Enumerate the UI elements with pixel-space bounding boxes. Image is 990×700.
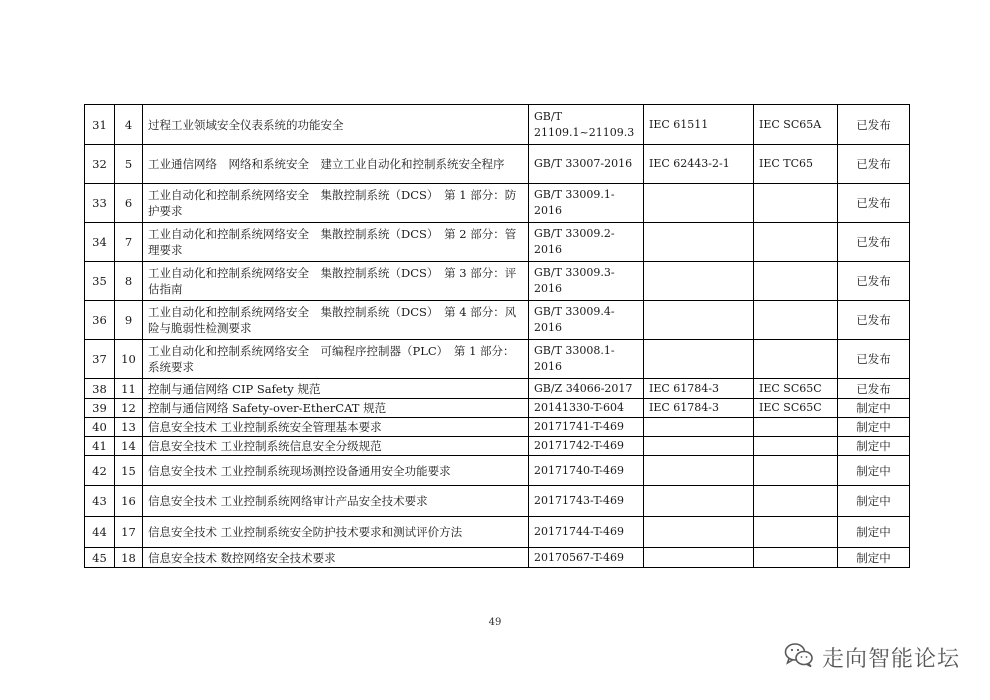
standard-code-cell: 20171740-T-469 bbox=[529, 456, 644, 486]
iec-committee-cell: IEC TC65 bbox=[754, 145, 838, 184]
iec-reference-cell bbox=[644, 486, 754, 517]
standard-name-cell: 信息安全技术 工业控制系统信息安全分级规范 bbox=[143, 437, 529, 456]
iec-reference-cell bbox=[644, 517, 754, 548]
watermark-text: 走向智能论坛 bbox=[821, 646, 960, 672]
iec-reference-cell: IEC 62443-2-1 bbox=[644, 145, 754, 184]
standard-code-cell: GB/T 33009.4-2016 bbox=[529, 301, 644, 340]
standard-code-cell: 20171742-T-469 bbox=[529, 437, 644, 456]
sub-number-cell: 12 bbox=[115, 399, 143, 418]
row-number-cell: 31 bbox=[85, 105, 115, 145]
sub-number-cell: 8 bbox=[115, 262, 143, 301]
standard-name-cell: 信息安全技术 工业控制系统安全防护技术要求和测试评价方法 bbox=[143, 517, 529, 548]
status-cell: 制定中 bbox=[838, 399, 910, 418]
standard-name-cell: 工业自动化和控制系统网络安全 可编程序控制器（PLC） 第 1 部分：系统要求 bbox=[143, 340, 529, 379]
table-row bbox=[85, 437, 910, 456]
row-number-cell: 45 bbox=[85, 548, 115, 568]
row-number-cell: 33 bbox=[85, 184, 115, 223]
sub-number-cell: 11 bbox=[115, 379, 143, 399]
watermark bbox=[784, 637, 960, 677]
iec-reference-cell bbox=[644, 301, 754, 340]
standard-code-cell: 20170567-T-469 bbox=[529, 548, 644, 568]
status-cell: 制定中 bbox=[838, 418, 910, 437]
status-cell: 已发布 bbox=[838, 301, 910, 340]
sub-number-cell: 4 bbox=[115, 105, 143, 145]
standard-code-cell: GB/Z 34066-2017 bbox=[529, 379, 644, 399]
iec-reference-cell bbox=[644, 223, 754, 262]
standard-name-cell: 工业自动化和控制系统网络安全 集散控制系统（DCS） 第 2 部分：管理要求 bbox=[143, 223, 529, 262]
iec-committee-cell bbox=[754, 548, 838, 568]
table-row bbox=[85, 105, 910, 145]
standard-code-cell: 20171741-T-469 bbox=[529, 418, 644, 437]
table-row bbox=[85, 418, 910, 437]
iec-committee-cell bbox=[754, 517, 838, 548]
standard-code-cell: GB/T 33007-2016 bbox=[529, 145, 644, 184]
standard-name-cell: 信息安全技术 工业控制系统网络审计产品安全技术要求 bbox=[143, 486, 529, 517]
iec-reference-cell: IEC 61784-3 bbox=[644, 379, 754, 399]
standard-name-cell: 信息安全技术 数控网络安全技术要求 bbox=[143, 548, 529, 568]
table-row bbox=[85, 262, 910, 301]
standard-code-cell: GB/T 33009.1-2016 bbox=[529, 184, 644, 223]
status-cell: 已发布 bbox=[838, 145, 910, 184]
standard-name-cell: 工业通信网络 网络和系统安全 建立工业自动化和控制系统安全程序 bbox=[143, 145, 529, 184]
table-row bbox=[85, 145, 910, 184]
row-number-cell: 44 bbox=[85, 517, 115, 548]
iec-reference-cell bbox=[644, 548, 754, 568]
iec-committee-cell bbox=[754, 340, 838, 379]
row-number-cell: 43 bbox=[85, 486, 115, 517]
sub-number-cell: 18 bbox=[115, 548, 143, 568]
table-row bbox=[85, 517, 910, 548]
standard-code-cell: GB/T 21109.1~21109.3 bbox=[529, 105, 644, 145]
row-number-cell: 32 bbox=[85, 145, 115, 184]
iec-reference-cell bbox=[644, 262, 754, 301]
sub-number-cell: 9 bbox=[115, 301, 143, 340]
table-row bbox=[85, 456, 910, 486]
table-row bbox=[85, 399, 910, 418]
table-body bbox=[85, 105, 910, 568]
row-number-cell: 41 bbox=[85, 437, 115, 456]
sub-number-cell: 7 bbox=[115, 223, 143, 262]
standard-name-cell: 控制与通信网络 Safety-over-EtherCAT 规范 bbox=[143, 399, 529, 418]
iec-reference-cell bbox=[644, 456, 754, 486]
iec-committee-cell: IEC SC65C bbox=[754, 379, 838, 399]
standards-table bbox=[84, 104, 910, 568]
iec-committee-cell: IEC SC65A bbox=[754, 105, 838, 145]
status-cell: 制定中 bbox=[838, 437, 910, 456]
status-cell: 制定中 bbox=[838, 548, 910, 568]
status-cell: 已发布 bbox=[838, 262, 910, 301]
sub-number-cell: 5 bbox=[115, 145, 143, 184]
sub-number-cell: 13 bbox=[115, 418, 143, 437]
sub-number-cell: 17 bbox=[115, 517, 143, 548]
standard-name-cell: 工业自动化和控制系统网络安全 集散控制系统（DCS） 第 1 部分：防护要求 bbox=[143, 184, 529, 223]
table-row bbox=[85, 548, 910, 568]
sub-number-cell: 6 bbox=[115, 184, 143, 223]
iec-committee-cell bbox=[754, 456, 838, 486]
standard-code-cell: 20171743-T-469 bbox=[529, 486, 644, 517]
row-number-cell: 39 bbox=[85, 399, 115, 418]
iec-reference-cell bbox=[644, 437, 754, 456]
status-cell: 已发布 bbox=[838, 379, 910, 399]
status-cell: 已发布 bbox=[838, 223, 910, 262]
standard-code-cell: 20141330-T-604 bbox=[529, 399, 644, 418]
row-number-cell: 38 bbox=[85, 379, 115, 399]
iec-committee-cell bbox=[754, 437, 838, 456]
iec-committee-cell bbox=[754, 301, 838, 340]
status-cell: 已发布 bbox=[838, 340, 910, 379]
row-number-cell: 34 bbox=[85, 223, 115, 262]
sub-number-cell: 10 bbox=[115, 340, 143, 379]
row-number-cell: 37 bbox=[85, 340, 115, 379]
standard-name-cell: 工业自动化和控制系统网络安全 集散控制系统（DCS） 第 4 部分：风险与脆弱性检测要求 bbox=[143, 301, 529, 340]
iec-reference-cell bbox=[644, 340, 754, 379]
standard-code-cell: GB/T 33008.1-2016 bbox=[529, 340, 644, 379]
table-row bbox=[85, 184, 910, 223]
iec-committee-cell bbox=[754, 486, 838, 517]
iec-reference-cell bbox=[644, 184, 754, 223]
iec-committee-cell bbox=[754, 418, 838, 437]
table-row bbox=[85, 301, 910, 340]
sub-number-cell: 14 bbox=[115, 437, 143, 456]
standard-name-cell: 控制与通信网络 CIP Safety 规范 bbox=[143, 379, 529, 399]
status-cell: 已发布 bbox=[838, 184, 910, 223]
page-number: 49 bbox=[488, 617, 502, 628]
table-row bbox=[85, 486, 910, 517]
status-cell: 已发布 bbox=[838, 105, 910, 145]
status-cell: 制定中 bbox=[838, 517, 910, 548]
iec-committee-cell: IEC SC65C bbox=[754, 399, 838, 418]
standard-name-cell: 工业自动化和控制系统网络安全 集散控制系统（DCS） 第 3 部分：评估指南 bbox=[143, 262, 529, 301]
row-number-cell: 42 bbox=[85, 456, 115, 486]
row-number-cell: 36 bbox=[85, 301, 115, 340]
wechat-icon bbox=[784, 642, 814, 672]
iec-reference-cell: IEC 61511 bbox=[644, 105, 754, 145]
status-cell: 制定中 bbox=[838, 486, 910, 517]
standard-name-cell: 信息安全技术 工业控制系统现场测控设备通用安全功能要求 bbox=[143, 456, 529, 486]
row-number-cell: 40 bbox=[85, 418, 115, 437]
standard-code-cell: GB/T 33009.3-2016 bbox=[529, 262, 644, 301]
iec-committee-cell bbox=[754, 223, 838, 262]
table-row bbox=[85, 379, 910, 399]
standard-code-cell: 20171744-T-469 bbox=[529, 517, 644, 548]
iec-committee-cell bbox=[754, 184, 838, 223]
table-row bbox=[85, 223, 910, 262]
iec-reference-cell: IEC 61784-3 bbox=[644, 399, 754, 418]
iec-committee-cell bbox=[754, 262, 838, 301]
standard-code-cell: GB/T 33009.2-2016 bbox=[529, 223, 644, 262]
iec-reference-cell bbox=[644, 418, 754, 437]
row-number-cell: 35 bbox=[85, 262, 115, 301]
status-cell: 制定中 bbox=[838, 456, 910, 486]
sub-number-cell: 15 bbox=[115, 456, 143, 486]
standard-name-cell: 信息安全技术 工业控制系统安全管理基本要求 bbox=[143, 418, 529, 437]
standard-name-cell: 过程工业领域安全仪表系统的功能安全 bbox=[143, 105, 529, 145]
sub-number-cell: 16 bbox=[115, 486, 143, 517]
table-row bbox=[85, 340, 910, 379]
